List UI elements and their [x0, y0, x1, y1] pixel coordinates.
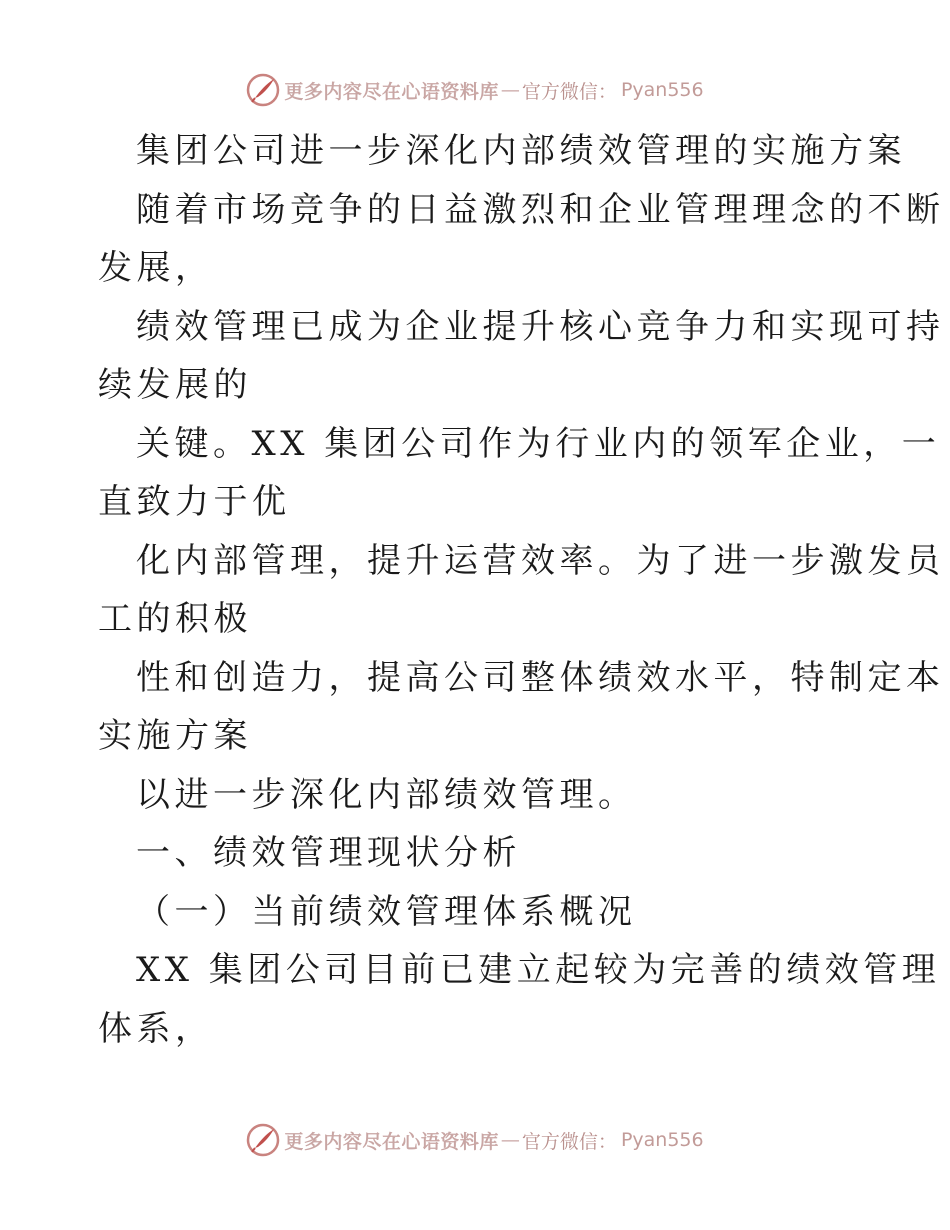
paragraph-line: 工的积极: [98, 599, 252, 639]
paragraph-line: 以进一步深化内部绩效管理。: [136, 774, 637, 815]
banner-wechat-id: Pyan556: [620, 79, 704, 101]
banner-separator: —: [500, 1129, 520, 1151]
document-title: 集团公司进一步深化内部绩效管理的实施方案: [136, 131, 906, 171]
document-body: [98, 122, 945, 1058]
paragraph-line: 直致力于优: [98, 482, 291, 522]
banner-separator: —: [500, 79, 520, 101]
paragraph-line: 续发展的: [98, 365, 252, 405]
paragraph-line: 性和创造力，提高公司整体绩效水平，特制定本: [136, 657, 945, 698]
banner-wechat-label: 官方微信：: [521, 80, 617, 103]
paragraph-line: XX 集团公司目前已建立起较为完善的绩效管理: [136, 950, 941, 990]
quill-logo-icon: [246, 1123, 280, 1157]
paragraph-line: 化内部管理，提升运营效率。为了进一步激发员: [136, 540, 945, 581]
banner-wechat-label: 官方微信：: [521, 1130, 617, 1153]
paragraph-line: 关键。XX 集团公司作为行业内的领军企业，一: [136, 423, 941, 464]
paragraph-line: 体系，: [98, 1008, 214, 1049]
footer-watermark-banner: [0, 1120, 950, 1160]
banner-wechat-id: Pyan556: [620, 1129, 704, 1151]
paragraph-line: 绩效管理已成为企业提升核心竞争力和实现可持: [136, 306, 945, 347]
paragraph-line: 发展，: [98, 248, 214, 288]
banner-text: 更多内容尽在心语资料库: [284, 80, 499, 103]
paragraph-line: 实施方案: [98, 716, 252, 756]
quill-logo-icon: [246, 73, 280, 107]
header-watermark-banner: [0, 70, 950, 110]
banner-text: 更多内容尽在心语资料库: [284, 1130, 499, 1153]
paragraph-line: 随着市场竞争的日益激烈和企业管理理念的不断: [136, 189, 945, 230]
subsection-heading: （一）当前绩效管理体系概况: [136, 891, 637, 932]
section-heading: 一、绩效管理现状分析: [136, 833, 521, 873]
